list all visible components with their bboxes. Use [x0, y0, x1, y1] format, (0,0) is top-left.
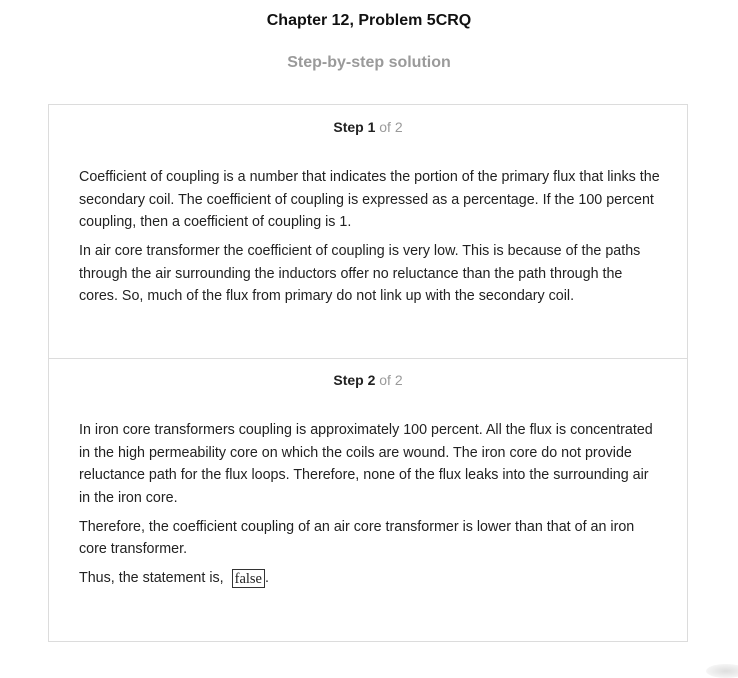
step-2-label: Step 2 [333, 372, 376, 388]
step-2-count: of 2 [375, 372, 403, 388]
step-1-label: Step 1 [333, 119, 376, 135]
step-2-conclusion [79, 567, 661, 590]
answer-box: false [232, 569, 265, 588]
page-title: Chapter 12, Problem 5CRQ [266, 12, 472, 29]
step-2-section [49, 358, 687, 641]
conclusion-period: . [265, 570, 269, 586]
step-2-header [49, 372, 687, 388]
step-1-paragraph-1: Coefficient of coupling is a number that indicates the portion of the primary flux that links the secondary coil. The coefficient of coupling is expressed as a percentage. If the 100 percent coupling, then a coefficient of coupling is 1. [79, 169, 660, 230]
step-1-body [79, 166, 661, 314]
step-2-paragraph-2: Therefore, the coefficient coupling of an air core transformer is lower than that of an iron core transformer. [79, 518, 635, 557]
solution-subtitle: Step-by-step solution [287, 54, 451, 71]
corner-shadow [706, 664, 738, 678]
solution-card [48, 104, 688, 642]
step-1-header [49, 119, 687, 135]
step-1-section [49, 105, 687, 359]
step-1-count: of 2 [375, 119, 403, 135]
step-2-body [79, 419, 661, 596]
step-1-paragraph-2: In air core transformer the coefficient of coupling is very low. This is because of the paths through the air surrounding the inductors offer no reluctance than the path through the cores. So, much of the flux from primary do not link up with the secondary coil. [79, 243, 641, 304]
step-2-paragraph-1: In iron core transformers coupling is approximately 100 percent. All the flux is concentrated in the high permeability core on which the coils are wound. The iron core do not provide reluctance path for the flux loops. Therefore, none of the flux leaks into the surrounding air in the iron core. [79, 422, 653, 506]
conclusion-text: Thus, the statement is, [79, 570, 224, 586]
